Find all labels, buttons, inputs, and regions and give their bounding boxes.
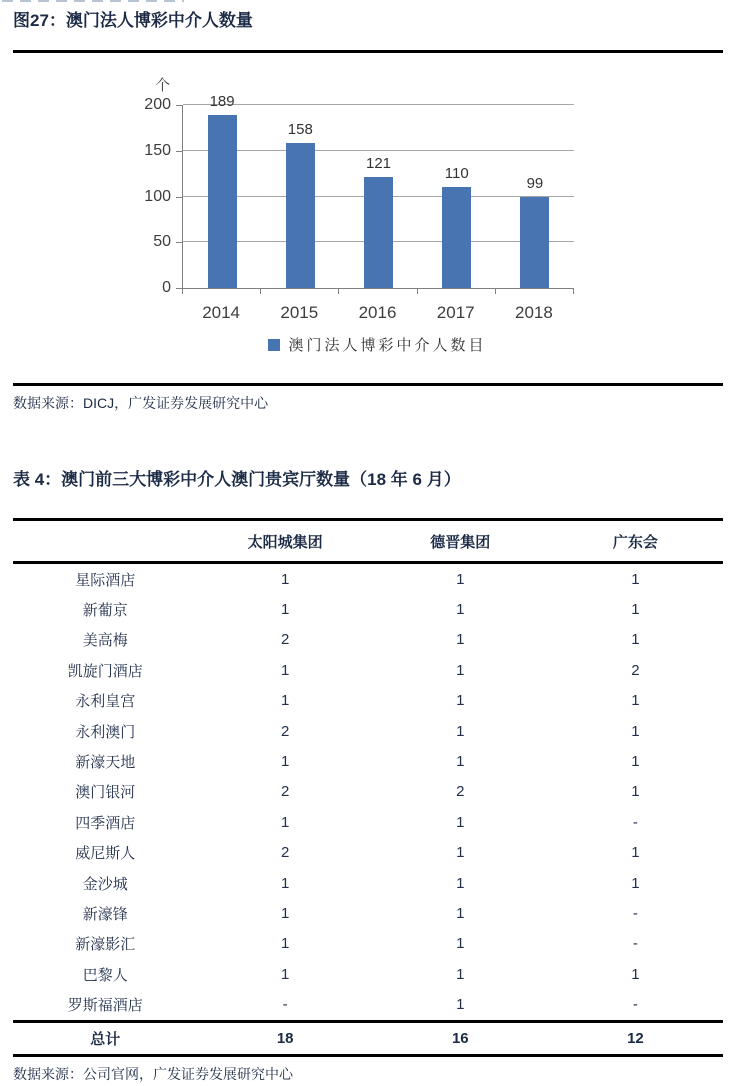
row-label: 金沙城 xyxy=(82,875,128,893)
bar xyxy=(208,115,237,288)
cell-value: 1 xyxy=(631,570,640,588)
table-row xyxy=(13,777,723,807)
x-tick-mark xyxy=(417,289,418,294)
cell-value: 1 xyxy=(456,813,465,831)
total-row xyxy=(13,1021,723,1055)
cell-value: 1 xyxy=(456,570,465,588)
cell-value: 1 xyxy=(456,965,465,983)
cell-value: 1 xyxy=(456,996,465,1014)
cell-value: 1 xyxy=(631,753,640,771)
bar-group xyxy=(339,105,417,288)
y-axis-unit-label: 个 xyxy=(155,77,171,94)
bar-value-label: 189 xyxy=(209,93,235,111)
cell-value: 1 xyxy=(280,874,290,892)
y-tick-label: 200 xyxy=(144,96,171,113)
chart-plot xyxy=(182,93,574,289)
row-label: 星际酒店 xyxy=(75,571,136,589)
cell-value: 1 xyxy=(456,631,465,649)
bar xyxy=(286,143,315,288)
table-row xyxy=(13,838,723,868)
cell-value: 2 xyxy=(280,783,290,801)
cell-value: 2 xyxy=(280,722,290,740)
bar xyxy=(520,197,549,288)
row-label: 新葡京 xyxy=(82,602,128,620)
x-tick-mark xyxy=(182,289,183,294)
x-tick-label: 2014 xyxy=(202,303,241,322)
table-row xyxy=(13,959,723,989)
table-body xyxy=(13,563,723,1022)
figure-title: 图27：澳门法人博彩中介人数量 xyxy=(13,11,253,30)
table-header xyxy=(13,520,723,563)
table-title: 表 4：澳门前三大博彩中介人澳门贵宾厅数量（18 年 6 月） xyxy=(13,470,461,489)
cell-value: 2 xyxy=(456,783,465,801)
figure-source: 数据来源：DICJ，广发证券发展研究中心 xyxy=(13,395,269,411)
cell-value: 1 xyxy=(456,844,465,862)
cell-value: 1 xyxy=(456,874,465,892)
cell-value: 1 xyxy=(631,601,640,619)
x-tick-mark xyxy=(260,289,261,294)
y-tick-mark xyxy=(176,242,182,243)
cell-value: 1 xyxy=(631,722,640,740)
cell-value: 1 xyxy=(456,692,465,710)
column-header: 德晋集团 xyxy=(373,520,548,563)
bar xyxy=(364,177,393,288)
cell-value: 1 xyxy=(631,631,640,649)
header-row xyxy=(13,520,723,563)
cell-value: 1 xyxy=(280,753,290,771)
cell-value: 1 xyxy=(280,904,290,922)
table-row xyxy=(13,929,723,959)
x-tick-label: 2018 xyxy=(515,303,553,322)
cell-value: 1 xyxy=(280,661,290,679)
row-label: 美高梅 xyxy=(82,632,128,650)
bar-group xyxy=(418,105,496,288)
table-row xyxy=(13,807,723,837)
row-label: 新濠天地 xyxy=(75,754,136,772)
gridline xyxy=(183,150,574,151)
column-header xyxy=(13,520,198,563)
bar-chart xyxy=(13,53,723,383)
bar-group xyxy=(261,105,339,288)
cropped-previous-line xyxy=(2,0,184,2)
cell-value: 2 xyxy=(280,631,290,649)
y-tick-mark xyxy=(176,105,182,106)
y-tick-label: 100 xyxy=(144,187,171,205)
x-tick-label: 2016 xyxy=(358,303,397,322)
table-row xyxy=(13,746,723,776)
chart-legend xyxy=(182,334,573,355)
cell-value: 1 xyxy=(280,965,290,983)
table-row xyxy=(13,625,723,655)
column-header: 太阳城集团 xyxy=(198,520,373,563)
y-tick-label: 0 xyxy=(162,279,171,296)
row-label: 澳门银河 xyxy=(75,784,136,802)
table-row xyxy=(13,594,723,624)
row-label: 凯旋门酒店 xyxy=(67,662,143,680)
total-label: 总计 xyxy=(13,1021,198,1055)
cell-value: - xyxy=(632,904,638,922)
y-tick-label: 150 xyxy=(144,141,171,159)
x-tick-mark xyxy=(338,289,339,294)
bar-value-label: 121 xyxy=(365,155,392,173)
bar-value-label: 110 xyxy=(444,165,469,183)
cell-value: - xyxy=(282,996,288,1014)
cell-value: 1 xyxy=(631,844,640,862)
y-tick-mark xyxy=(176,151,182,152)
cell-value: 2 xyxy=(631,661,640,679)
x-tick-label: 2015 xyxy=(280,303,319,322)
x-tick-mark xyxy=(573,289,574,294)
row-label: 威尼斯人 xyxy=(75,845,136,863)
cell-value: 1 xyxy=(456,661,465,679)
chart-bars xyxy=(183,93,574,288)
cell-value: 1 xyxy=(631,692,640,710)
total-value: 16 xyxy=(373,1021,548,1055)
legend-swatch xyxy=(268,339,280,351)
row-label: 新濠锋 xyxy=(82,905,128,923)
cell-value: 1 xyxy=(280,692,290,710)
bar-group xyxy=(496,105,574,288)
total-value: 18 xyxy=(198,1021,373,1055)
x-axis-labels xyxy=(182,303,573,323)
x-tick-label: 2017 xyxy=(436,303,475,322)
cell-value: 1 xyxy=(456,722,465,740)
figure-bottom-rule xyxy=(13,383,723,386)
cell-value: 1 xyxy=(456,904,465,922)
cell-value: 2 xyxy=(280,844,290,862)
cell-value: 1 xyxy=(456,753,465,771)
total-value: 12 xyxy=(548,1021,723,1055)
cell-value: 1 xyxy=(280,813,290,831)
x-tick-mark xyxy=(495,289,496,294)
table-row xyxy=(13,686,723,716)
bar-value-label: 99 xyxy=(526,175,544,193)
cell-value: 1 xyxy=(280,601,290,619)
y-tick-label: 50 xyxy=(153,233,171,251)
bar xyxy=(442,187,471,288)
row-label: 巴黎人 xyxy=(82,966,128,984)
cell-value: 1 xyxy=(280,935,290,953)
row-label: 永利皇宫 xyxy=(75,693,136,711)
table-row xyxy=(13,898,723,928)
table-source: 数据来源：公司官网，广发证券发展研究中心 xyxy=(13,1065,293,1082)
row-label: 四季酒店 xyxy=(75,814,136,832)
table-row xyxy=(13,989,723,1021)
row-label: 新濠影汇 xyxy=(75,936,136,954)
cell-value: 1 xyxy=(631,965,640,983)
cell-value: - xyxy=(632,996,638,1014)
table-row xyxy=(13,563,723,595)
row-label: 永利澳门 xyxy=(75,723,136,741)
bar-group xyxy=(183,93,261,288)
bar-value-label: 158 xyxy=(287,121,313,139)
table-row xyxy=(13,868,723,898)
row-label: 罗斯福酒店 xyxy=(67,997,143,1015)
vip-room-table xyxy=(13,518,723,1057)
cell-value: 1 xyxy=(631,783,640,801)
table-row xyxy=(13,716,723,746)
y-tick-mark xyxy=(176,197,182,198)
column-header: 广东会 xyxy=(548,520,723,563)
table-foot xyxy=(13,1021,723,1055)
table-row xyxy=(13,655,723,685)
cell-value: 1 xyxy=(456,935,465,953)
legend-label: 澳门法人博彩中介人数目 xyxy=(288,336,487,354)
cell-value: - xyxy=(632,935,638,953)
cell-value: 1 xyxy=(280,570,290,588)
cell-value: - xyxy=(632,813,638,831)
cell-value: 1 xyxy=(456,601,465,619)
cell-value: 1 xyxy=(631,874,640,892)
